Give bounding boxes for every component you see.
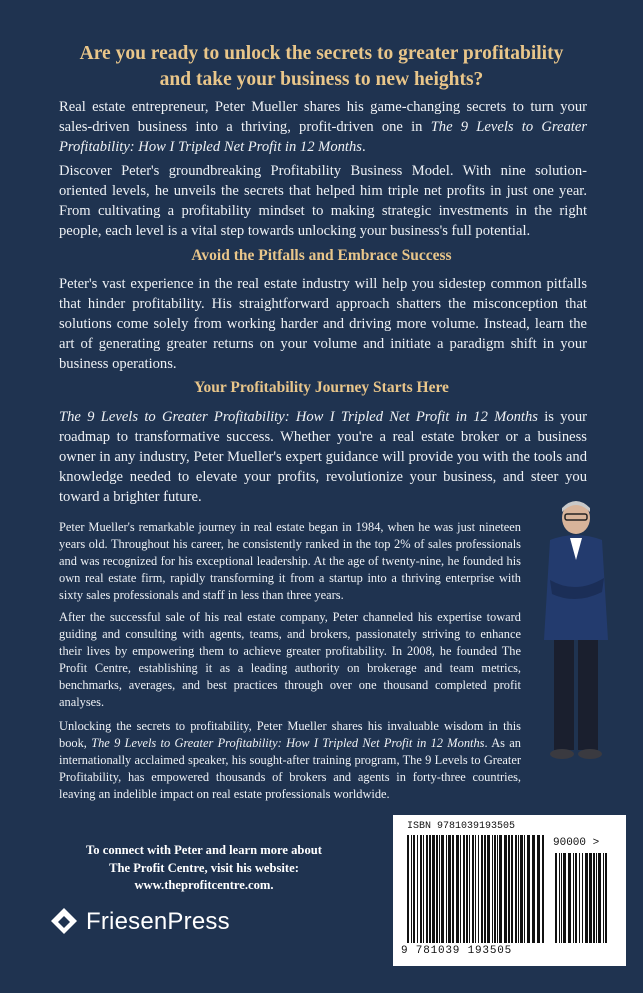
isbn-label: ISBN 9781039193505	[407, 821, 516, 832]
bio-paragraph-1: Peter Mueller's remarkable journey in real estate began in 1984, when he was just nineteen years old. Throughout his career, he consistently ranked in the top 2% of sales professionals and was recognized for his exceptional leadership. At the age of twenty-nine, he founded his own real estate firm, rapidly transforming it from a startup into a thriving enterprise with sixty sales professionals and staff in less than three years.	[59, 520, 521, 602]
book-title: The 9 Levels to Greater Profitability: How I Tripled Net Profit in 12 Months	[91, 736, 485, 750]
barcode-bar	[448, 835, 451, 943]
barcode-bar	[524, 835, 525, 943]
barcode-bar	[520, 835, 523, 943]
publisher-logo	[50, 905, 230, 939]
barcode-bar	[605, 853, 607, 943]
contact-line-2: The Profit Centre, visit his website:	[109, 860, 299, 875]
barcode-digits: 9 781039 193505	[401, 945, 513, 957]
barcode-bar	[432, 835, 435, 943]
contact-line-1: To connect with Peter and learn more about	[86, 843, 322, 857]
barcode-bar	[603, 853, 604, 943]
barcode-bars-main	[407, 835, 547, 943]
barcode-bar	[497, 835, 498, 943]
bio-paragraph-2: After the successful sale of his real estate company, Peter channeled his expertise toward guiding and consulting with agents, teams, and brokers, passionately striving to enhance their lives by empowering them to achieve greater profitability. In 2008, he founded The Profit Centre, establishing it as a leading authority on brokerage and team metrics, benchmarks, averages, and best practices through over one thousand completed profit analyses.	[59, 610, 521, 709]
barcode-bar	[475, 835, 476, 943]
barcode-bar	[568, 853, 571, 943]
barcode-bar	[585, 853, 588, 943]
barcode-bar	[527, 835, 530, 943]
isbn-barcode	[393, 815, 626, 966]
bio-paragraph-3: Unlocking the secrets to profitability, Peter Mueller shares his invaluable wisdom in this book, The 9 Levels to Greater Profitability: How I Tripled Net Profit in 12 Months. As an internationally acclaimed speaker, his sought-after training program, The 9 Levels to Greater Profitability, has empowered thousands of brokers and agents in forty-three countries, leaving an indelible impact on real estate professionals worldwide.	[59, 719, 521, 801]
barcode-bars-addon	[555, 853, 611, 943]
barcode-bar	[559, 853, 560, 943]
barcode-bar	[439, 835, 440, 943]
barcode-bar	[452, 835, 454, 943]
barcode-bar	[499, 835, 502, 943]
section-heading-pitfalls: Avoid the Pitfalls and Embrace Success	[191, 247, 452, 264]
barcode-bar	[582, 853, 583, 943]
headline-line-1: Are you ready to unlock the secrets to greater profitability	[79, 43, 564, 64]
website-link[interactable]: www.theprofitcentre.com.	[134, 878, 274, 892]
discover-paragraph: Discover Peter's groundbreaking Profitability Business Model. With nine solution-oriented levels, he unveils the secrets that helped him triple net profits in just one year. From cultivating a profitability mindset to making strategic investments in the right people, each level is a vital step towards unlocking your business's full potential.	[59, 163, 587, 239]
barcode-bar	[460, 835, 461, 943]
barcode-bar	[441, 835, 444, 943]
barcode-bar	[542, 835, 544, 943]
publisher-name: FriesenPress	[86, 908, 230, 935]
intro-paragraph: Real estate entrepreneur, Peter Mueller shares his game-changing secrets to turn your sales-driven business into a thriving, profit-driven one in The 9 Levels to Greater Profitability: How I Tripled Net Profit in 12 Months.	[59, 99, 588, 155]
barcode-bar	[508, 835, 510, 943]
journey-paragraph: The 9 Levels to Greater Profitability: How I Tripled Net Profit in 12 Months is your roadmap to transformative success. Whether you're a real estate broker or a business owner in any industry, Peter Mueller's expert guidance will provide you with the tools and knowledge needed to elevate your profits, revolutionize your business, and steer you toward a brighter future.	[59, 409, 588, 505]
barcode-bar	[561, 853, 562, 943]
barcode-bar	[423, 835, 424, 943]
pitfalls-paragraph: Peter's vast experience in the real estate industry will help you sidestep common pitfalls that hinder profitability. His straightforward approach shatters the misconception that solutions come solely from working harder and driving more volume. Instead, learn the art of generating greater returns on your volume and initiate a paradigm shift in your business operations.	[59, 276, 587, 372]
barcode-bar	[456, 835, 459, 943]
barcode-bar	[413, 835, 415, 943]
barcode-bar	[446, 835, 447, 943]
barcode-bar	[426, 835, 428, 943]
headline	[0, 41, 643, 93]
barcode-bar	[511, 835, 513, 943]
barcode-bar	[579, 853, 580, 943]
section-heading-journey: Your Profitability Journey Starts Here	[194, 379, 449, 396]
barcode-bar	[487, 835, 490, 943]
barcode-bar	[532, 835, 535, 943]
barcode-bar	[504, 835, 507, 943]
barcode-bar	[589, 853, 592, 943]
author-portrait	[528, 500, 628, 768]
barcode-bar	[494, 835, 496, 943]
friesenpress-logo-icon	[50, 907, 78, 937]
barcode-bar	[436, 835, 438, 943]
barcode-bar	[463, 835, 465, 943]
book-title: The 9 Levels to Greater Profitability: How I Tripled Net Profit in 12 Months	[59, 119, 588, 155]
barcode-bar	[469, 835, 470, 943]
barcode-bar	[563, 853, 566, 943]
barcode-bar	[492, 835, 493, 943]
barcode-bar	[575, 853, 577, 943]
headline-line-2: and take your business to new heights?	[159, 69, 484, 90]
barcode-bar	[472, 835, 474, 943]
barcode-bar	[429, 835, 431, 943]
barcode-bar	[481, 835, 483, 943]
barcode-bar	[420, 835, 422, 943]
barcode-bar	[596, 853, 597, 943]
book-title: The 9 Levels to Greater Profitability: How I Tripled Net Profit in 12 Months	[59, 409, 538, 425]
barcode-bar	[411, 835, 412, 943]
barcode-bar	[515, 835, 517, 943]
barcode-bar	[593, 853, 595, 943]
barcode-bar	[478, 835, 479, 943]
barcode-bar	[417, 835, 418, 943]
barcode-bar	[407, 835, 409, 943]
price-code: 90000 >	[553, 837, 600, 849]
barcode-bar	[484, 835, 486, 943]
barcode-bar	[537, 835, 540, 943]
barcode-bar	[466, 835, 468, 943]
barcode-bar	[555, 853, 557, 943]
contact-block	[59, 842, 349, 895]
barcode-bar	[598, 853, 601, 943]
barcode-bar	[518, 835, 519, 943]
barcode-bar	[573, 853, 574, 943]
